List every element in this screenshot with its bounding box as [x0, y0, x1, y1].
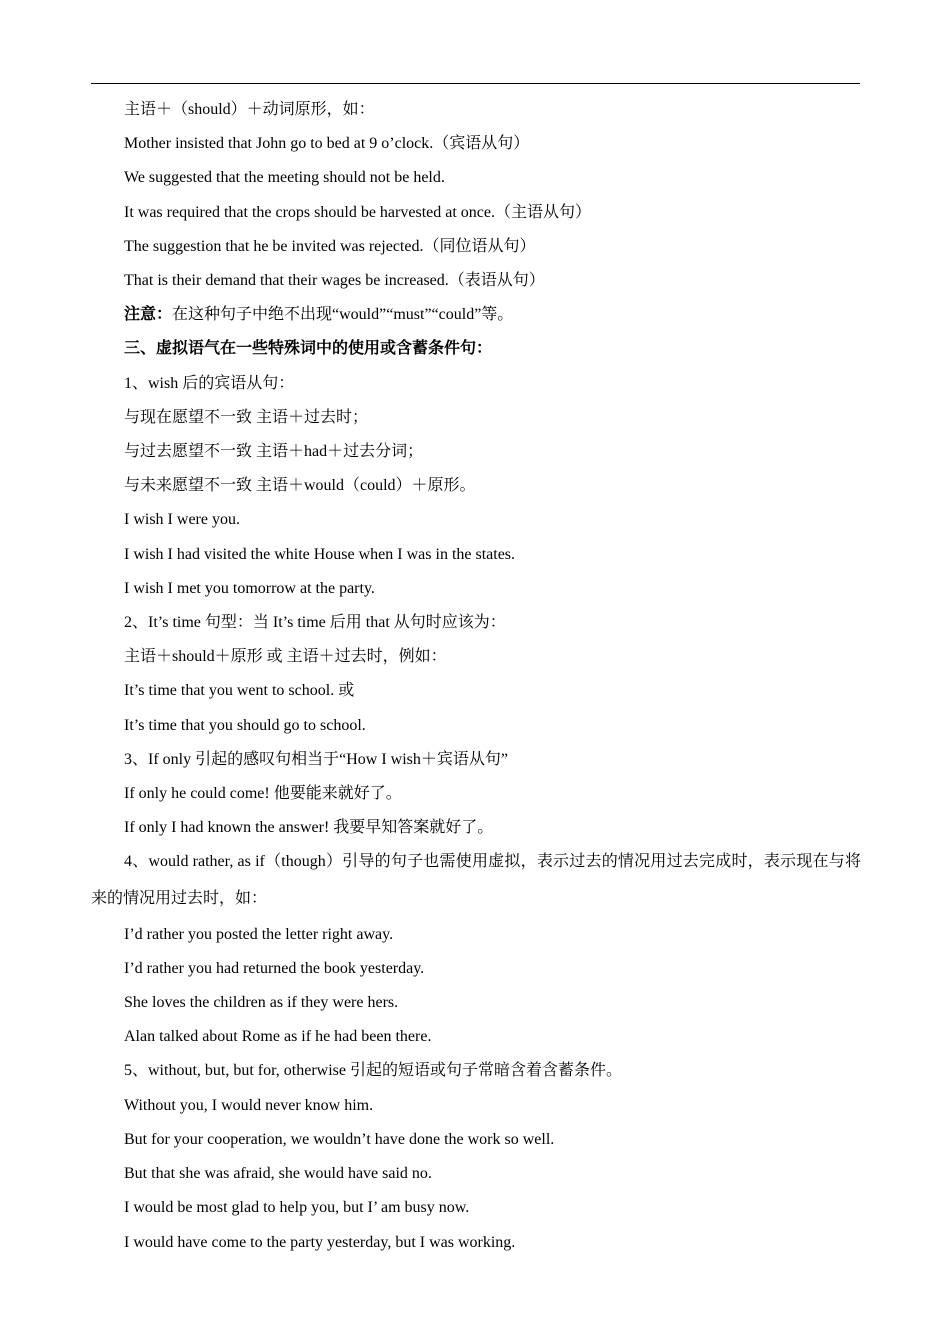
text-line: 与未来愿望不一致 主语＋would（could）＋原形。 — [124, 477, 476, 495]
example-sentence: But that she was afraid, she would have said no. — [124, 1165, 432, 1183]
example-sentence: The suggestion that he be invited was rejected.（同位语从句） — [124, 237, 536, 255]
example-sentence: Mother insisted that John go to bed at 9 o’clock.（宾语从句） — [124, 135, 530, 153]
example-sentence: It was required that the crops should be harvested at once.（主语从句） — [124, 203, 591, 221]
example-sentence: If only I had known the answer! 我要早知答案就好了。 — [124, 819, 494, 837]
example-sentence: I’d rather you posted the letter right away. — [124, 925, 394, 943]
rule-heading: 5、without, but, but for, otherwise 引起的短语或句子常暗含着含蓄条件。 — [124, 1062, 623, 1080]
example-sentence: She loves the children as if they were hers. — [124, 994, 399, 1012]
rule-heading: 3、If only 引起的感叹句相当于“How I wish＋宾语从句” — [124, 750, 508, 768]
example-sentence: I would be most glad to help you, but I’ am busy now. — [124, 1199, 470, 1217]
note-text: 在这种句子中绝不出现“would”“must”“could”等。 — [172, 306, 514, 324]
text-line: 主语＋should＋原形 或 主语＋过去时，例如： — [124, 648, 447, 666]
example-sentence: I’d rather you had returned the book yesterday. — [124, 959, 425, 977]
note-line — [91, 298, 861, 332]
example-sentence: But for your cooperation, we wouldn’t have done the work so well. — [124, 1130, 555, 1148]
rule-heading: 1、wish 后的宾语从句： — [124, 374, 295, 392]
example-sentence: If only he could come! 他要能来就好了。 — [124, 785, 402, 803]
rule-heading: 4、would rather, as if（though）引导的句子也需使用虚拟，表示过去的情况用过去完成时，表示现在与将 — [124, 853, 861, 871]
example-sentence: I would have come to the party yesterday, but I was working. — [124, 1233, 516, 1251]
example-sentence: That is their demand that their wages be increased.（表语从句） — [124, 272, 545, 290]
example-sentence: I wish I were you. — [124, 511, 240, 529]
note-label: 注意： — [124, 306, 173, 324]
text-line: 与过去愿望不一致 主语＋had＋过去分词； — [124, 443, 424, 461]
example-sentence: I wish I had visited the white House when I was in the states. — [124, 545, 516, 563]
example-sentence: We suggested that the meeting should not be held. — [124, 169, 445, 187]
example-sentence: Without you, I would never know him. — [124, 1096, 374, 1114]
example-sentence: It’s time that you went to school. 或 — [124, 682, 355, 700]
text-line: 与现在愿望不一致 主语＋过去时； — [124, 408, 369, 426]
document-body — [91, 93, 861, 1260]
example-sentence: Alan talked about Rome as if he had been there. — [124, 1028, 432, 1046]
rule-heading-continued: 来的情况用过去时，如： — [91, 889, 268, 907]
rule-heading: 2、It’s time 句型：当 It’s time 后用 that 从句时应该为： — [124, 614, 506, 632]
section-heading: 三、虚拟语气在一些特殊词中的使用或含蓄条件句： — [124, 340, 493, 358]
text-line: 主语＋（should）＋动词原形，如： — [124, 101, 375, 118]
example-sentence: It’s time that you should go to school. — [124, 716, 366, 734]
example-sentence: I wish I met you tomorrow at the party. — [124, 579, 375, 597]
header-rule — [91, 83, 860, 84]
